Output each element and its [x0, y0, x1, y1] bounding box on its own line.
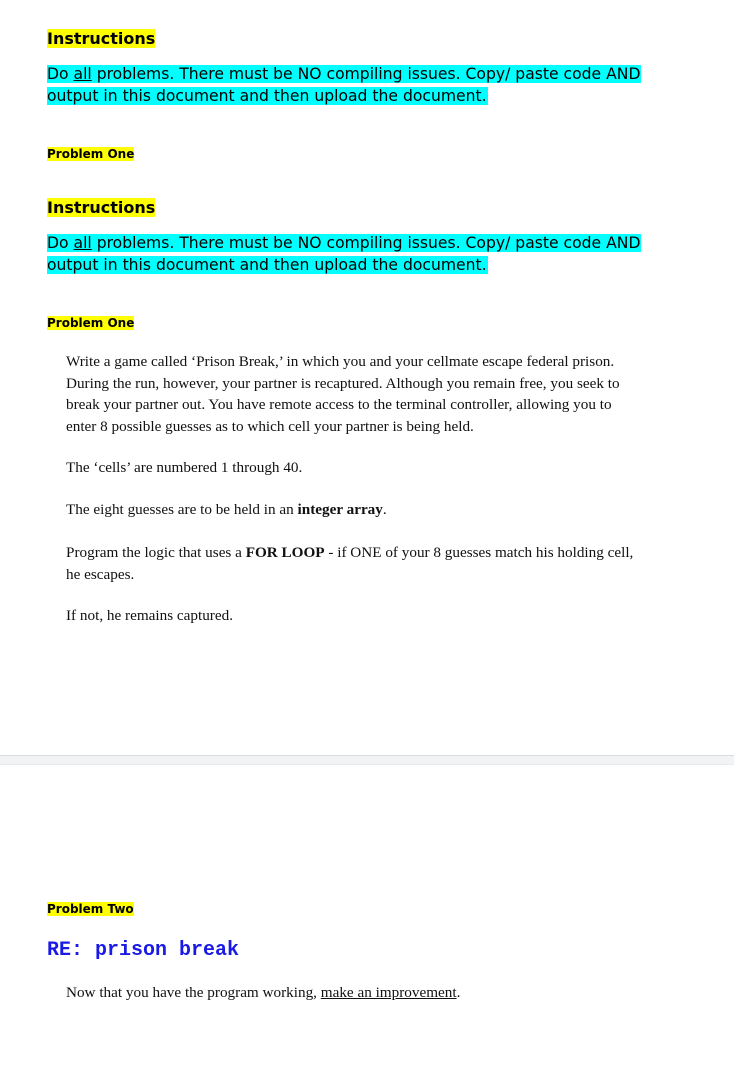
- problem-one-for-loop-bold: FOR LOOP: [245, 544, 325, 561]
- instructions-2-all-underlined: all: [73, 234, 92, 252]
- problem-one-p1-line: enter 8 possible guesses as to which cell your partner is being held.: [66, 417, 474, 435]
- problem-two-body-post: .: [456, 984, 461, 1001]
- problem-one-paragraph-5: [66, 605, 686, 627]
- problem-one-heading-1: [47, 146, 134, 163]
- instructions-heading-1: [47, 28, 155, 50]
- problem-two-paragraph: [66, 982, 686, 1004]
- instructions-heading-2-text: Instructions: [47, 198, 156, 217]
- problem-one-captured-line: If not, he remains captured.: [66, 607, 233, 624]
- problem-two-body-pre: Now that you have the program working,: [66, 984, 321, 1001]
- problem-two-heading-text: Problem Two: [47, 902, 134, 916]
- problem-one-paragraph-4: [66, 542, 686, 585]
- instructions-2-line1-pre: Do: [47, 234, 74, 252]
- instructions-1-line2: output in this document and then upload the document.: [47, 87, 487, 105]
- instructions-heading-1-text: Instructions: [47, 29, 156, 48]
- problem-two-improvement-underlined: make an improvement: [320, 984, 457, 1001]
- code-title: RE: prison break: [47, 939, 240, 962]
- problem-one-p4-pre: Program the logic that uses a: [66, 544, 246, 561]
- problem-one-p3-post: .: [382, 501, 387, 518]
- instructions-heading-2: [47, 197, 155, 219]
- problem-one-heading-2-text: Problem One: [47, 316, 135, 330]
- problem-one-paragraph-2: [66, 457, 686, 479]
- problem-one-heading-1-text: Problem One: [47, 147, 135, 161]
- problem-one-p4-line2: he escapes.: [66, 565, 135, 583]
- problem-one-p4-post: - if ONE of your 8 guesses match his holding cell,: [324, 544, 634, 561]
- problem-one-paragraph-1: [66, 351, 686, 437]
- instructions-2-line1-post: problems. There must be NO compiling issues. Copy/ paste code AND: [91, 234, 641, 252]
- problem-two-heading: [47, 901, 134, 918]
- instructions-1-all-underlined: all: [73, 65, 92, 83]
- problem-one-p1-line: During the run, however, your partner is recaptured. Although you remain free, you seek to: [66, 374, 620, 392]
- instructions-1-line1-pre: Do: [47, 65, 74, 83]
- problem-one-heading-2: [47, 315, 134, 332]
- instructions-paragraph-2: [47, 232, 687, 276]
- problem-one-paragraph-3: [66, 499, 686, 521]
- instructions-paragraph-1: [47, 63, 687, 107]
- problem-one-cells-range: The ‘cells’ are numbered 1 through 40.: [66, 459, 303, 476]
- document-page-2: [0, 765, 734, 1079]
- problem-one-p1-line: break your partner out. You have remote access to the terminal controller, allowing you to: [66, 396, 612, 413]
- page-separator: [0, 755, 734, 765]
- problem-one-integer-array-bold: integer array: [297, 501, 383, 518]
- problem-one-p1-line: Write a game called ‘Prison Break,’ in which you and your cellmate escape federal prison.: [66, 353, 615, 370]
- instructions-2-line2: output in this document and then upload the document.: [47, 256, 487, 274]
- problem-one-p3-pre: The eight guesses are to be held in an: [66, 501, 298, 518]
- instructions-1-line1-post: problems. There must be NO compiling issues. Copy/ paste code AND: [91, 65, 641, 83]
